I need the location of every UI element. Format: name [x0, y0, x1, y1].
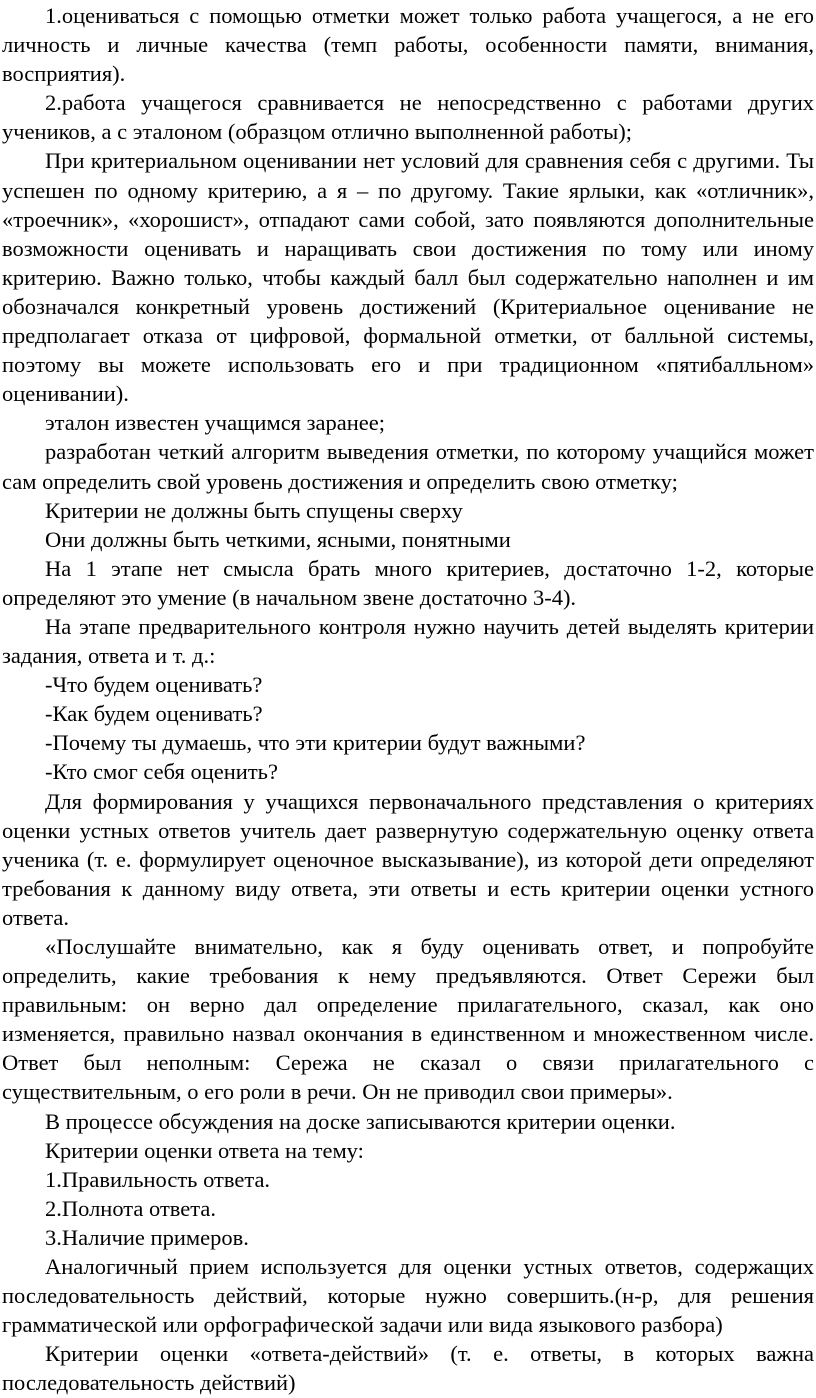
criteria-list-heading: Критерии оценки ответа на тему: [45, 1137, 364, 1163]
question-what: -Что будем оценивать? [45, 672, 263, 698]
paragraph-preliminary-control: На этапе предварительного контроля нужно научить детей выделять критерии задания, ответа и т. д.: [2, 613, 814, 669]
question-why: -Почему ты думаешь, что эти критерии будут важными? [45, 730, 586, 756]
question-how: -Как будем оценивать? [45, 701, 263, 727]
paragraph-standard-known: эталон известен учащимся заранее; [45, 410, 386, 436]
paragraph-grading-algorithm: разработан четкий алгоритм выведения отметки, по которому учащийся может сам определить свой уровень достижения и определить свою отметку; [2, 439, 814, 494]
paragraph-criterial-assessment: При критериальном оценивании нет условий для сравнения себя с другими. Ты успешен по одному критерию, а я – по другому. Такие ярлыки, как «отличник», «троечник», «хорошист», отпадают сами собой, зато появляются дополнительные возможности оценивать и наращивать свои достижения по тому или иному критерию. Важно только, чтобы каждый балл был содержательно наполнен и им обозначался конкретный уровень достижений (Критериальное оценивание не предполагает отказа от цифровой, формальной отметки, от балльной системы, поэтому вы можете использовать его и при традиционном «пятибалльном» оценивании). [2, 148, 814, 407]
question-who: -Кто смог себя оценить? [45, 759, 278, 785]
criteria-item-correctness: 1.Правильность ответа. [45, 1166, 271, 1192]
paragraph-action-answers: Критерии оценки «ответа-действий» (т. е. ответы, в которых важна последовательность действий) [2, 1341, 814, 1396]
paragraph-stage-one: На 1 этапе нет смысла брать много критериев, достаточно 1-2, которые определяют это умение (в начальном звене достаточно 3-4). [2, 555, 814, 610]
paragraph-quote-example: «Послушайте внимательно, как я буду оценивать ответ, и попробуйте определить, какие требования к нему предъявляются. Ответ Сережи был правильным: он верно дал определение прилагательного, сказал, как оно изменяется, правильно назвал окончания в единственном и множественном числе. Ответ был неполным: Сережа не сказал о связи прилагательного с существительным, о его роли в речи. Он не приводил свои примеры». [2, 934, 814, 1105]
criteria-item-completeness: 2.Полнота ответа. [45, 1195, 217, 1221]
paragraph-assessment-object: 1.оцениваться с помощью отметки может только работа учащегося, а не его личность и личные качества (темп работы, особенности памяти, внимания, восприятия). [2, 3, 814, 87]
paragraph-criteria-not-imposed: Критерии не должны быть спущены сверху [45, 497, 463, 523]
criteria-item-examples: 3.Наличие примеров. [45, 1224, 249, 1250]
paragraph-criteria-clear: Они должны быть четкими, ясными, понятными [45, 526, 511, 552]
paragraph-board-criteria: В процессе обсуждения на доске записываются критерии оценки. [45, 1108, 676, 1134]
paragraph-similar-technique: Аналогичный прием используется для оценки устных ответов, содержащих последовательность действий, которые нужно совершить.(н-р, для решения грамматической или орфографической задачи или вида языкового разбора) [2, 1254, 814, 1338]
paragraph-comparison-standard: 2.работа учащегося сравнивается не непосредственно с работами других учеников, а с эталоном (образцом отлично выполненной работы); [2, 90, 814, 145]
paragraph-oral-answers: Для формирования у учащихся первоначального представления о критериях оценки устных ответов учитель дает развернутую содержательную оценку ответа ученика (т. е. формулирует оценочное высказывание), из которой дети определяют требования к данному виду ответа, эти ответы и есть критерии оценки устного ответа. [2, 788, 814, 930]
